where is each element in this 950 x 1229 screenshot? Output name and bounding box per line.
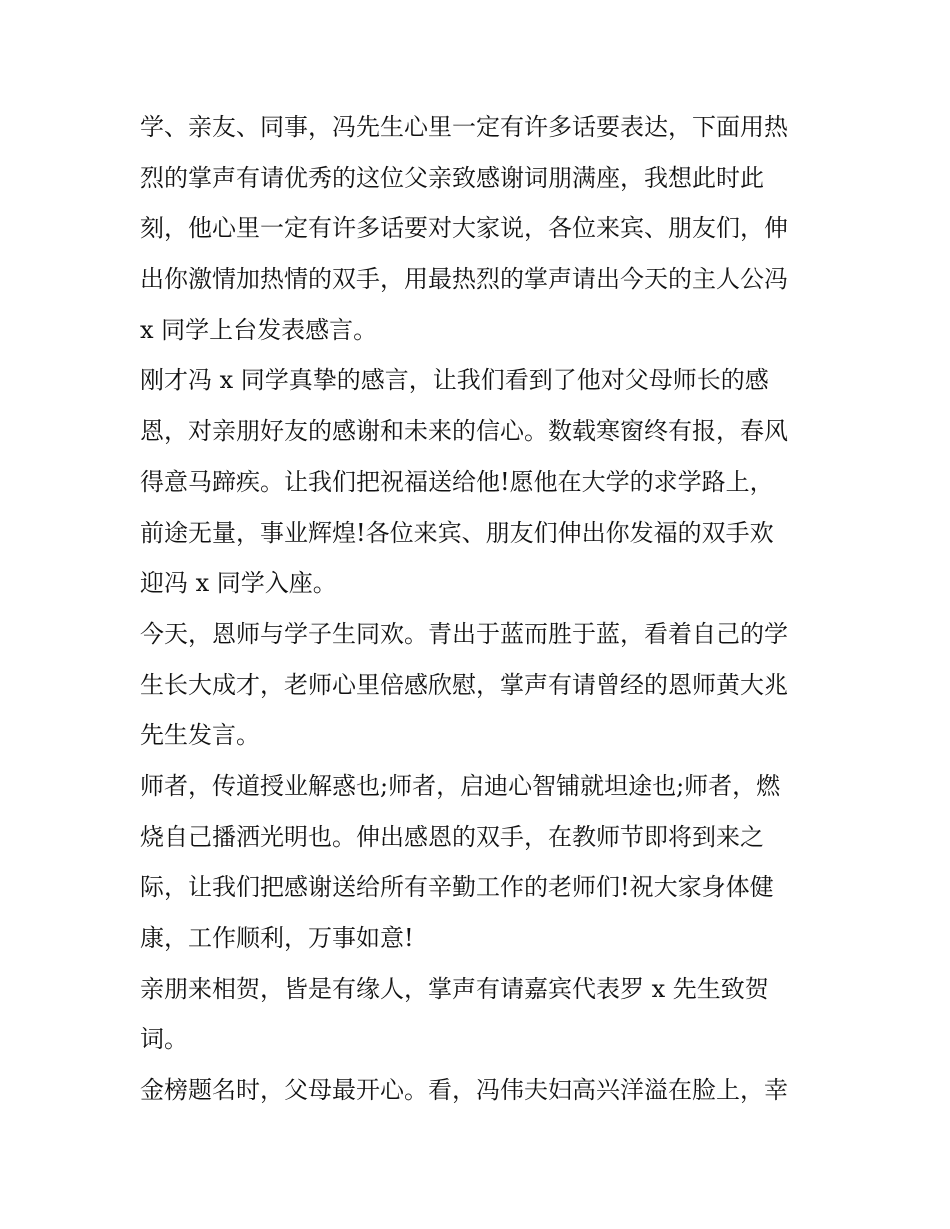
text-line: 刚才冯 x 同学真挚的感言，让我们看到了他对父母师长的感 xyxy=(140,366,769,395)
text-line: 词。 xyxy=(140,1025,188,1054)
text-line: 亲朋来相贺，皆是有缘人，掌声有请嘉宾代表罗 x 先生致贺 xyxy=(140,974,769,1003)
text-line: 先生发言。 xyxy=(140,721,260,750)
text-line: 金榜题名时，父母最开心。看，冯伟夫妇高兴洋溢在脸上，幸 xyxy=(140,1076,788,1105)
text-line: 师者，传道授业解惑也;师者，启迪心智铺就坦途也;师者，燃 xyxy=(140,771,781,800)
text-line: 今天，恩师与学子生同欢。青出于蓝而胜于蓝，看着自己的学 xyxy=(140,619,788,648)
text-line: 学、亲友、同事，冯先生心里一定有许多话要表达，下面用热 xyxy=(140,113,788,141)
text-line: 前途无量，事业辉煌!各位来宾、朋友们伸出你发福的双手欢 xyxy=(140,518,774,547)
text-line: 恩，对亲朋好友的感谢和未来的信心。数载寒窗终有报，春风 xyxy=(140,417,788,446)
text-line: 出你激情加热情的双手，用最热烈的掌声请出今天的主人公冯 xyxy=(140,265,788,294)
text-line: 得意马蹄疾。让我们把祝福送给他!愿他在大学的求学路上， xyxy=(140,467,774,496)
text-line: 迎冯 x 同学入座。 xyxy=(140,569,337,598)
text-line: 生长大成才，老师心里倍感欣慰，掌声有请曾经的恩师黄大兆 xyxy=(140,670,788,699)
text-line: 康，工作顺利，万事如意! xyxy=(140,924,414,952)
text-line: 刻，他心里一定有许多话要对大家说，各位来宾、朋友们，伸 xyxy=(140,214,788,243)
text-line: x 同学上台发表感言。 xyxy=(140,315,378,344)
document-body xyxy=(140,102,840,1116)
text-line: 烈的掌声有请优秀的这位父亲致感谢词朋满座，我想此时此 xyxy=(140,163,764,192)
text-line: 际，让我们把感谢送给所有辛勤工作的老师们!祝大家身体健 xyxy=(140,873,774,902)
text-line: 烧自己播洒光明也。伸出感恩的双手，在教师节即将到来之 xyxy=(140,822,764,851)
